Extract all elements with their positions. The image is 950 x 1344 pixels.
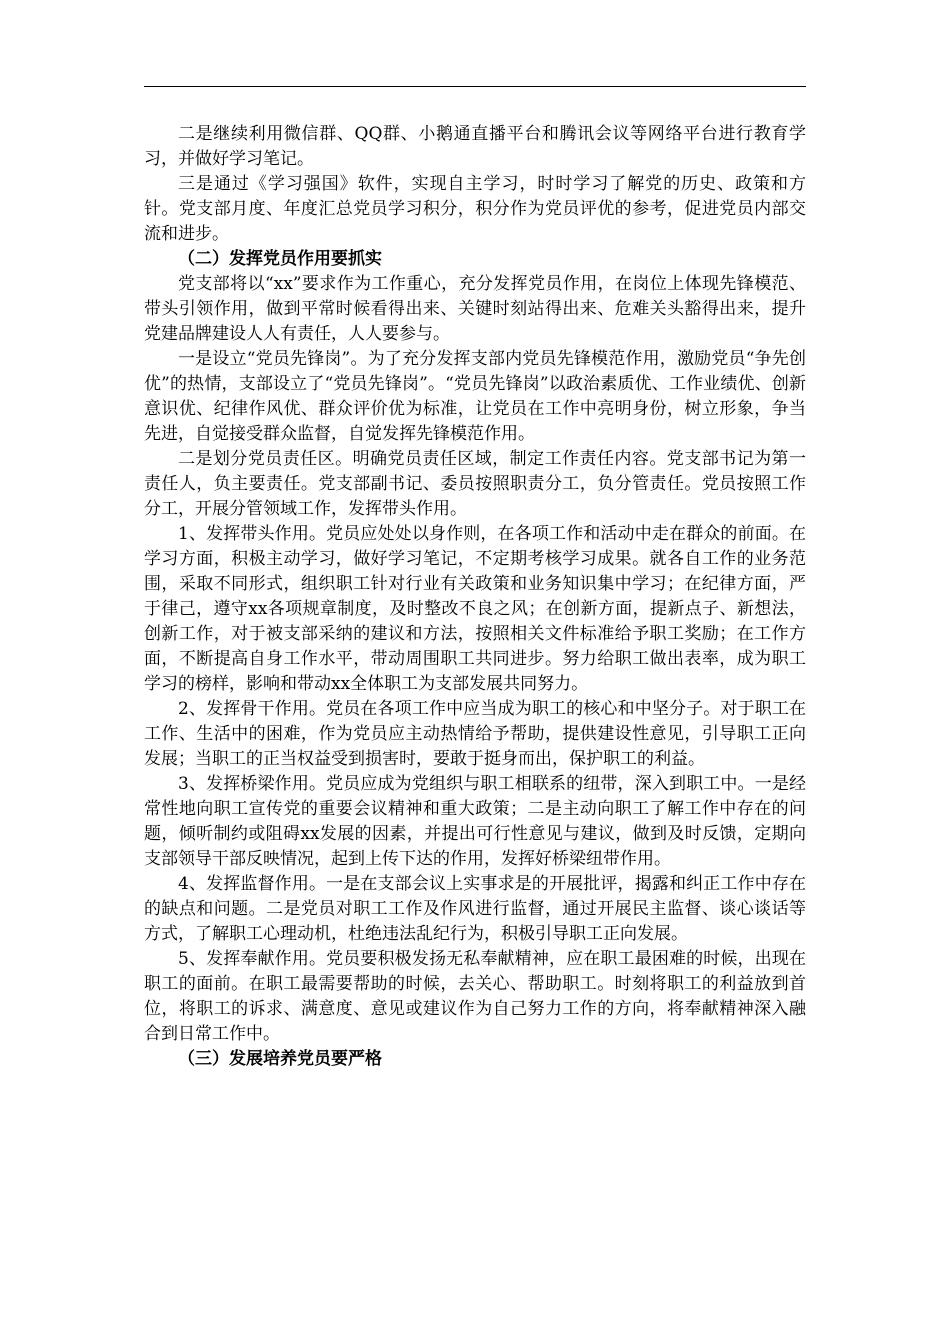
paragraph: 三是通过《学习强国》软件，实现自主学习，时时学习了解党的历史、政策和方针。党支部月度、年度汇总党员学习积分，积分作为党员评优的参考，促进党员内部交流和进步。 xyxy=(144,174,806,244)
paragraph: 3、发挥桥梁作用。党员应成为党组织与职工相联系的纽带，深入到职工中。一是经常性地向职工宣传党的重要会议精神和重大政策；二是主动向职工了解工作中存在的问题，倾听制约或阻碍xx发展的因素，并提出可行性意见与建议，做到及时反馈，定期向支部领导干部反映情况，起到上传下达的作用，发挥好桥梁纽带作用。 xyxy=(144,774,806,869)
paragraph: 二是继续利用微信群、QQ群、小鹅通直播平台和腾讯会议等网络平台进行教育学习，并做好学习笔记。 xyxy=(144,124,806,169)
paragraph: 2、发挥骨干作用。党员在各项工作中应当成为职工的核心和中坚分子。对于职工在工作、生活中的困难，作为党员应主动热情给予帮助，提供建设性意见，引导职工正向发展；当职工的正当权益受到损害时，要敢于挺身而出，保护职工的利益。 xyxy=(144,699,806,769)
header-rule xyxy=(144,86,806,87)
paragraph: 二是划分党员责任区。明确党员责任区域，制定工作责任内容。党支部书记为第一责任人，负主要责任。党支部副书记、委员按照职责分工，负分管责任。党员按照工作分工，开展分管领域工作，发挥带头作用。 xyxy=(144,449,806,519)
section-heading: （三）发展培养党员要严格 xyxy=(178,1049,382,1069)
paragraph: 4、发挥监督作用。一是在支部会议上实事求是的开展批评，揭露和纠正工作中存在的缺点和问题。二是党员对职工工作及作风进行监督，通过开展民主监督、谈心谈话等方式，了解职工心理动机，杜绝违法乱纪行为，积极引导职工正向发展。 xyxy=(144,874,806,944)
document-body xyxy=(144,122,806,1072)
paragraph: 5、发挥奉献作用。党员要积极发扬无私奉献精神，应在职工最困难的时候，出现在职工的面前。在职工最需要帮助的时候，去关心、帮助职工。时刻将职工的利益放到首位，将职工的诉求、满意度、意见或建议作为自己努力工作的方向，将奉献精神深入融合到日常工作中。 xyxy=(144,949,806,1044)
paragraph: 党支部将以“xx”要求作为工作重心，充分发挥党员作用，在岗位上体现先锋模范、带头引领作用，做到平常时候看得出来、关键时刻站得出来、危难关头豁得出来，提升党建品牌建设人人有责任，人人要参与。 xyxy=(144,274,806,344)
section-heading: （二）发挥党员作用要抓实 xyxy=(178,249,382,269)
paragraph: 一是设立“党员先锋岗”。为了充分发挥支部内党员先锋模范作用，激励党员“争先创优”的热情，支部设立了“党员先锋岗”。“党员先锋岗”以政治素质优、工作业绩优、创新意识优、纪律作风优、群众评价优为标准，让党员在工作中亮明身份，树立形象，争当先进，自觉接受群众监督，自觉发挥先锋模范作用。 xyxy=(144,349,806,444)
paragraph: 1、发挥带头作用。党员应处处以身作则，在各项工作和活动中走在群众的前面。在学习方面，积极主动学习，做好学习笔记，不定期考核学习成果。就各自工作的业务范围，采取不同形式，组织职工针对行业有关政策和业务知识集中学习；在纪律方面，严于律己，遵守xx各项规章制度，及时整改不良之风；在创新方面，提新点子、新想法，创新工作，对于被支部采纳的建议和方法，按照相关文件标准给予职工奖励；在工作方面，不断提高自身工作水平，带动周围职工共同进步。努力给职工做出表率，成为职工学习的榜样，影响和带动xx全体职工为支部发展共同努力。 xyxy=(144,524,806,694)
